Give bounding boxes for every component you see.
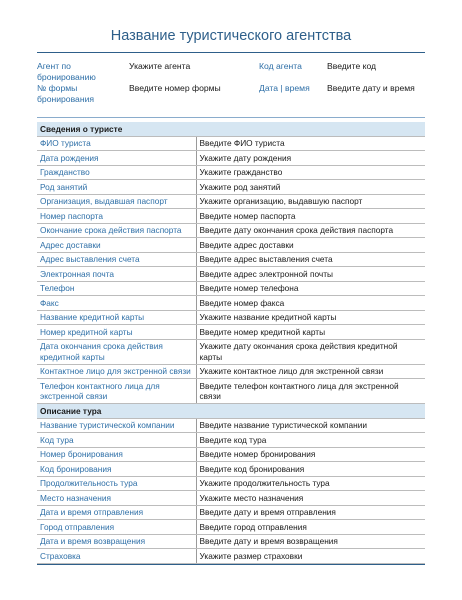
field-label: Телефон контактного лица для экстренной связи — [37, 379, 196, 404]
table-row — [37, 296, 425, 311]
field-value[interactable]: Введите код тура — [196, 433, 425, 448]
field-value[interactable]: Введите номер бронирования — [196, 447, 425, 462]
table-row — [37, 281, 425, 296]
field-label: Номер паспорта — [37, 209, 196, 224]
field-value[interactable]: Укажите дату окончания срока действия кредитной карты — [196, 339, 425, 364]
table-row — [37, 491, 425, 506]
field-value[interactable]: Введите город отправления — [196, 520, 425, 535]
field-label: Факс — [37, 296, 196, 311]
table-row — [37, 534, 425, 549]
table-row — [37, 462, 425, 477]
agent-code-value[interactable]: Введите код — [327, 61, 377, 71]
date-time-value[interactable]: Введите дату и время — [327, 83, 415, 93]
field-label: ФИО туриста — [37, 136, 196, 151]
field-label: Окончание срока действия паспорта — [37, 223, 196, 238]
section-title: Описание тура — [37, 404, 425, 419]
field-value[interactable]: Введите номер паспорта — [196, 209, 425, 224]
field-value[interactable]: Укажите дату рождения — [196, 151, 425, 166]
field-label: Гражданство — [37, 165, 196, 180]
field-label: Контактное лицо для экстренной связи — [37, 364, 196, 379]
table-row — [37, 339, 425, 364]
table-row — [37, 505, 425, 520]
field-label: Город отправления — [37, 520, 196, 535]
table-row — [37, 325, 425, 340]
table-row — [37, 549, 425, 564]
table-row — [37, 520, 425, 535]
section-title: Сведения о туристе — [37, 122, 425, 136]
bottom-divider — [37, 564, 425, 565]
field-value[interactable]: Укажите род занятий — [196, 180, 425, 195]
field-label: Адрес доставки — [37, 238, 196, 253]
field-label: Код бронирования — [37, 462, 196, 477]
date-time-label: Дата | время — [259, 83, 310, 93]
field-label: Продолжительность тура — [37, 476, 196, 491]
field-value[interactable]: Введите ФИО туриста — [196, 136, 425, 151]
field-label: Род занятий — [37, 180, 196, 195]
field-value[interactable]: Введите номер факса — [196, 296, 425, 311]
table-row — [37, 209, 425, 224]
section-header — [37, 122, 425, 136]
booking-table — [37, 122, 425, 564]
agent-value[interactable]: Укажите агента — [129, 61, 191, 71]
field-value[interactable]: Введите дату и время возвращения — [196, 534, 425, 549]
field-value[interactable]: Введите название туристической компании — [196, 418, 425, 433]
table-row — [37, 136, 425, 151]
field-value[interactable]: Укажите контактное лицо для экстренной связи — [196, 364, 425, 379]
field-value[interactable]: Укажите продолжительность тура — [196, 476, 425, 491]
page-title: Название туристического агентства — [110, 28, 352, 44]
table-row — [37, 364, 425, 379]
field-label: Телефон — [37, 281, 196, 296]
field-label: Номер бронирования — [37, 447, 196, 462]
field-value[interactable]: Укажите гражданство — [196, 165, 425, 180]
field-value[interactable]: Введите номер телефона — [196, 281, 425, 296]
field-value[interactable]: Укажите место назначения — [196, 491, 425, 506]
table-row — [37, 447, 425, 462]
field-label: Электронная почта — [37, 267, 196, 282]
field-label: Дата рождения — [37, 151, 196, 166]
field-value[interactable]: Введите код бронирования — [196, 462, 425, 477]
header-info-block — [37, 61, 425, 117]
table-row — [37, 223, 425, 238]
table-row — [37, 267, 425, 282]
agent-code-label: Код агента — [259, 61, 302, 71]
field-label: Организация, выдавшая паспорт — [37, 194, 196, 209]
field-label: Страховка — [37, 549, 196, 564]
table-row — [37, 194, 425, 209]
table-row — [37, 165, 425, 180]
table-row — [37, 433, 425, 448]
table-row — [37, 238, 425, 253]
table-row — [37, 252, 425, 267]
table-row — [37, 310, 425, 325]
field-label: Дата и время отправления — [37, 505, 196, 520]
table-row — [37, 151, 425, 166]
field-value[interactable]: Введите дату окончания срока действия паспорта — [196, 223, 425, 238]
section-header — [37, 404, 425, 419]
field-value[interactable]: Введите номер кредитной карты — [196, 325, 425, 340]
table-row — [37, 476, 425, 491]
field-label: Дата окончания срока действия кредитной карты — [37, 339, 196, 364]
field-label: Название кредитной карты — [37, 310, 196, 325]
field-label: Адрес выставления счета — [37, 252, 196, 267]
table-row — [37, 180, 425, 195]
field-value[interactable]: Введите адрес выставления счета — [196, 252, 425, 267]
form-number-value[interactable]: Введите номер формы — [129, 83, 221, 93]
field-value[interactable]: Введите адрес доставки — [196, 238, 425, 253]
field-label: Дата и время возвращения — [37, 534, 196, 549]
field-value[interactable]: Укажите организацию, выдавшую паспорт — [196, 194, 425, 209]
header-divider — [37, 117, 425, 118]
title-divider — [37, 52, 425, 53]
field-value[interactable]: Укажите размер страховки — [196, 549, 425, 564]
form-number-label: № формы бронирования — [37, 83, 95, 104]
field-value[interactable]: Укажите название кредитной карты — [196, 310, 425, 325]
field-label: Номер кредитной карты — [37, 325, 196, 340]
field-label: Место назначения — [37, 491, 196, 506]
field-value[interactable]: Введите дату и время отправления — [196, 505, 425, 520]
agent-label: Агент по бронированию — [37, 61, 96, 82]
field-label: Код тура — [37, 433, 196, 448]
field-value[interactable]: Введите телефон контактного лица для экстренной связи — [196, 379, 425, 404]
table-row — [37, 418, 425, 433]
table-row — [37, 379, 425, 404]
field-value[interactable]: Введите адрес электронной почты — [196, 267, 425, 282]
field-label: Название туристической компании — [37, 418, 196, 433]
